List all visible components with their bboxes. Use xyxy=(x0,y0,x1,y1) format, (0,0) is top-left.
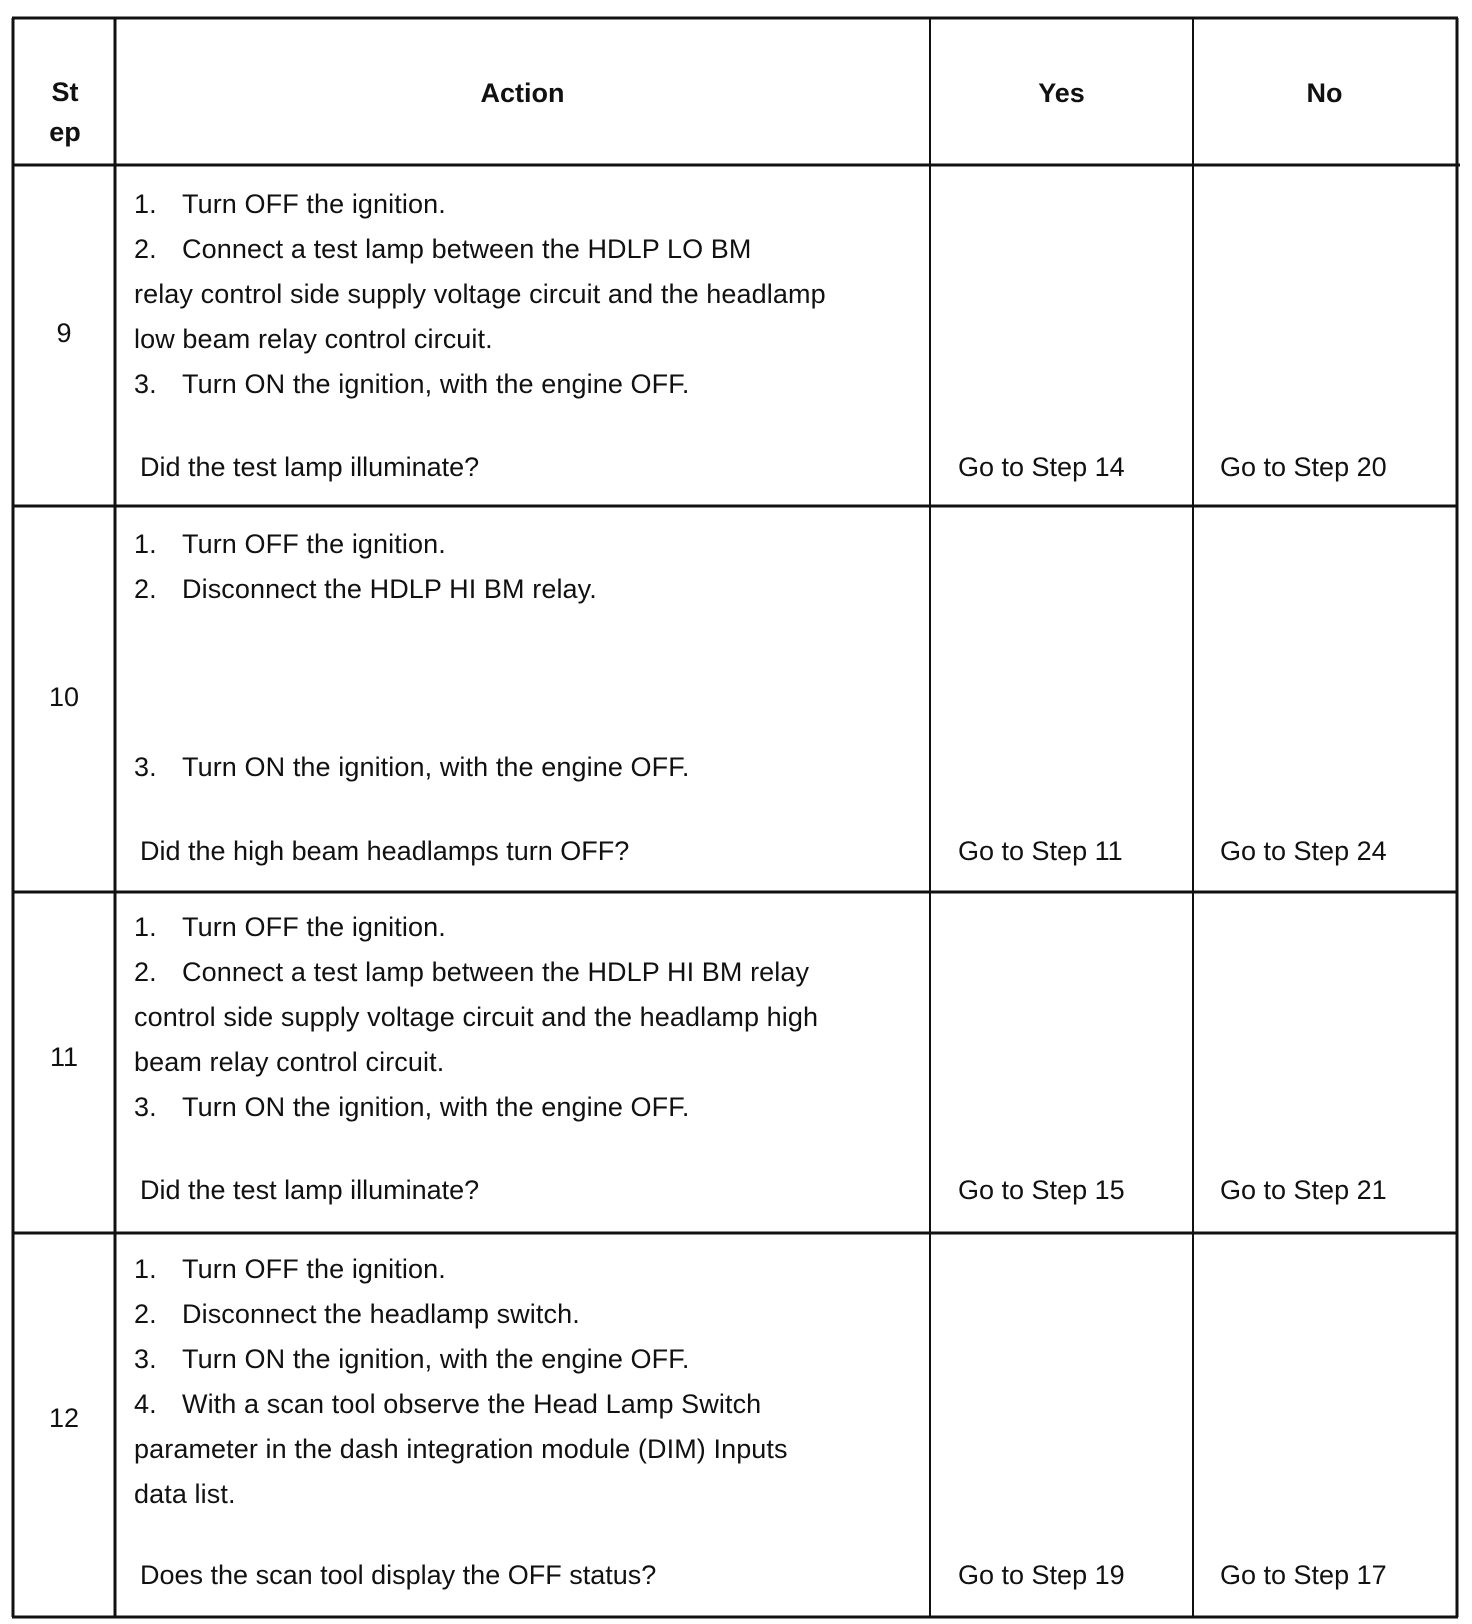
no-result: Go to Step 17 xyxy=(1220,1560,1387,1590)
action-line xyxy=(134,1382,788,1427)
action-line xyxy=(134,272,826,317)
action-line xyxy=(134,1040,818,1085)
action-line xyxy=(134,317,826,362)
action-question: Did the test lamp illuminate? xyxy=(140,452,480,482)
action-line-text: relay control side supply voltage circuit and the headlamp xyxy=(134,279,826,309)
action-line-number: 3. xyxy=(134,752,157,782)
action-steps xyxy=(134,905,818,1130)
action-line-text: control side supply voltage circuit and the headlamp high xyxy=(134,1002,819,1032)
action-line xyxy=(134,1247,788,1292)
action-line xyxy=(134,1085,818,1130)
no-result: Go to Step 24 xyxy=(1220,836,1387,866)
action-line-text: beam relay control circuit. xyxy=(134,1047,445,1077)
header-no: No xyxy=(1306,78,1343,108)
action-line-text: Turn ON the ignition, with the engine OFF. xyxy=(182,752,690,782)
step-number: 10 xyxy=(48,682,80,712)
action-line-number: 3. xyxy=(134,369,157,399)
action-line xyxy=(134,1292,788,1337)
action-line xyxy=(134,1472,788,1517)
action-question: Did the test lamp illuminate? xyxy=(140,1175,480,1205)
no-result: Go to Step 21 xyxy=(1220,1175,1387,1205)
action-line xyxy=(134,227,826,272)
action-line-text: Turn OFF the ignition. xyxy=(182,912,446,942)
action-line-number: 2. xyxy=(134,1299,157,1329)
action-line-text: Connect a test lamp between the HDLP HI BM relay xyxy=(182,957,810,987)
header-action: Action xyxy=(480,78,565,108)
action-line-text: parameter in the dash integration module (DIM) Inputs xyxy=(134,1434,788,1464)
action-line-text: Turn OFF the ignition. xyxy=(182,1254,446,1284)
action-line-number: 2. xyxy=(134,957,157,987)
action-line-number: 3. xyxy=(134,1092,157,1122)
action-line xyxy=(134,1337,788,1382)
action-line xyxy=(134,182,826,227)
action-steps xyxy=(134,745,689,790)
action-line xyxy=(134,745,689,790)
action-question: Did the high beam headlamps turn OFF? xyxy=(140,836,630,866)
action-line-number: 1. xyxy=(134,912,157,942)
action-line xyxy=(134,995,818,1040)
action-line xyxy=(134,567,597,612)
action-line xyxy=(134,522,597,567)
yes-result: Go to Step 19 xyxy=(958,1560,1125,1590)
action-line xyxy=(134,1427,788,1472)
yes-result: Go to Step 14 xyxy=(958,452,1125,482)
action-line-number: 2. xyxy=(134,574,157,604)
action-line-text: Disconnect the headlamp switch. xyxy=(182,1299,580,1329)
step-number: 9 xyxy=(56,318,72,348)
action-line-number: 1. xyxy=(134,189,157,219)
action-line-text: Turn ON the ignition, with the engine OFF. xyxy=(182,369,690,399)
action-line-text: Disconnect the HDLP HI BM relay. xyxy=(182,574,597,604)
action-steps xyxy=(134,1247,788,1517)
action-line xyxy=(134,905,818,950)
action-line-text: Connect a test lamp between the HDLP LO BM xyxy=(182,234,752,264)
action-line-number: 1. xyxy=(134,1254,157,1284)
action-line-number: 1. xyxy=(134,529,157,559)
action-line-number: 2. xyxy=(134,234,157,264)
action-steps xyxy=(134,182,826,407)
yes-result: Go to Step 11 xyxy=(958,836,1123,866)
action-line xyxy=(134,950,818,995)
action-line-text: low beam relay control circuit. xyxy=(134,324,493,354)
step-number: 12 xyxy=(48,1403,80,1433)
action-line-text: Turn ON the ignition, with the engine OFF. xyxy=(182,1344,690,1374)
action-line-number: 4. xyxy=(134,1389,157,1419)
action-line-text: data list. xyxy=(134,1479,236,1509)
action-line-text: Turn OFF the ignition. xyxy=(182,529,446,559)
header-yes: Yes xyxy=(1038,78,1085,108)
no-result: Go to Step 20 xyxy=(1220,452,1387,482)
header-step-line1: St xyxy=(51,77,79,107)
action-steps xyxy=(134,522,597,612)
step-number: 11 xyxy=(49,1042,79,1072)
action-line xyxy=(134,362,826,407)
action-line-text: Turn OFF the ignition. xyxy=(182,189,446,219)
header-step xyxy=(15,72,115,152)
header-step-line2: ep xyxy=(49,117,81,147)
yes-result: Go to Step 15 xyxy=(958,1175,1125,1205)
action-line-text: With a scan tool observe the Head Lamp Switch xyxy=(182,1389,762,1419)
action-question: Does the scan tool display the OFF status? xyxy=(140,1560,657,1590)
action-line-number: 3. xyxy=(134,1344,157,1374)
action-line-text: Turn ON the ignition, with the engine OFF. xyxy=(182,1092,690,1122)
